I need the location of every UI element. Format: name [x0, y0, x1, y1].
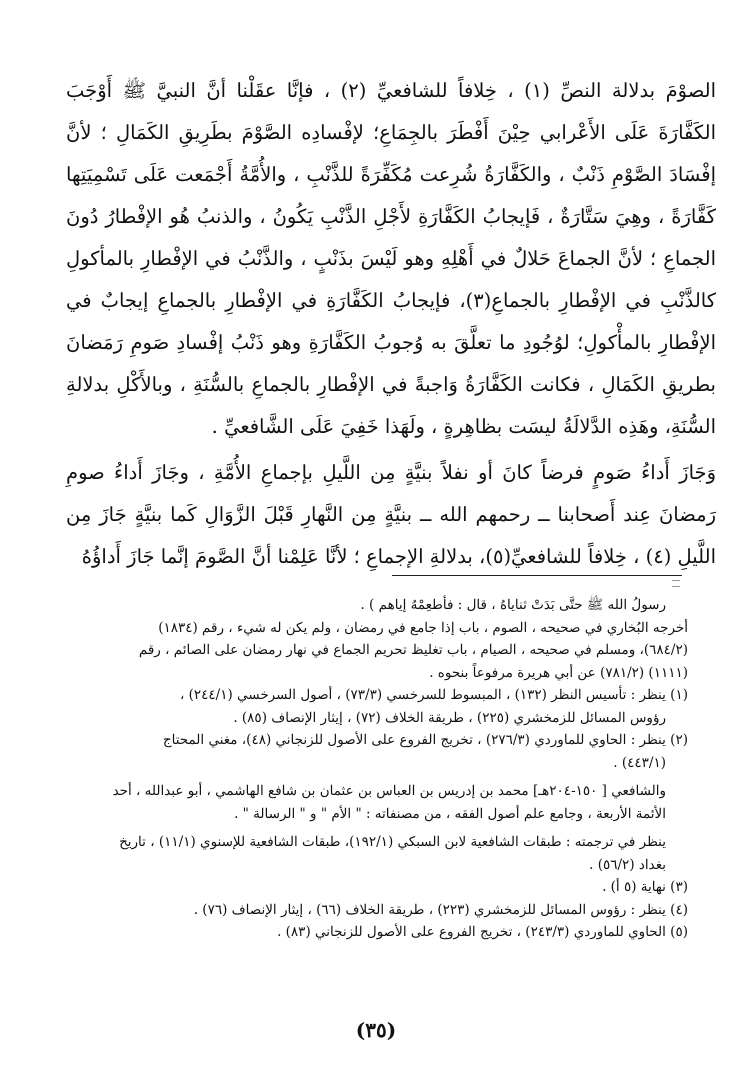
footnote-line: رؤوس المسائل للزمخشري (٢٢٥) ، طريقة الخلاف (٧٢) ، إيثار الإنصاف (٨٥) . — [233, 709, 666, 726]
footnote-line: والشافعي [ ١٥٠-٢٠٤هـ] محمد بن إدريس بن العباس بن عثمان بن شافع الهاشمي ، أبو عبدالله ، أحد — [112, 783, 666, 799]
footnote-line: (٤) ينظر : رؤوس المسائل للزمخشري (٢٢٣) ، طريقة الخلاف (٦٦) ، إيثار الإنصاف (٧٦) . — [193, 901, 688, 918]
footnote-line: أخرجه البُخاري في صحيحه ، الصوم ، باب إذا جامع في رمضان ، ولم يكن له شيء ، رقم (١٨٣٤) — [158, 619, 688, 636]
main-text — [66, 70, 716, 578]
footnotes — [64, 594, 688, 944]
main-paragraph-1: الصوْمَ بدلالة النصِّ (١) ، خِلافاً للشافعيِّ (٢) ، فإنَّا عقَلْنا أنَّ النبيَّ ﷺ أَوْجَبَ الكَفَّارَةَ عَلَى الأَعْرابي حِيْنَ أَفْطَرَ بالجِمَاعِ؛ لإفْسادِه الصَّوْمَ بطَرِيقِ الكَمَالِ ؛ لأنَّ إفْسَادَ الصَّوْمِ ذَنْبٌ ، والكَفَّارَةُ شُرِعت مُكَفِّرَةً للذَّنْبِ ، والأُمَّةُ أَجْمَعت عَلَى تَسْمِيَتِها كَفَّارَةً ، وهِيَ سَتَّارَةٌ ، فَإيجابُ الكَفَّارَةِ لأَجْلِ الذَّنْبِ يَكُونُ ، والذنبُ هُو الإفْطارُ دُونَ الجماعِ ؛ لأنَّ الجماعَ حَلالٌ في أَهْلِهِ وهو لَيْسَ بذَنْبٍ ، والذَّنْبُ في الإفْطارِ بالمأكولِ كالذَّنْبِ في الإفْطارِ بالجماعِ(٣)، فإيجابُ الكَفَّارَةِ في الإفْطارِ بالجماعِ إيجابٌ في الإفْطارِ بالمأْكولِ؛ لوُجُودِ ما تعلَّقَ به وُجوبُ الكَفَّارَةِ وهو ذَنْبُ إفْسادِ صَومِ رَمَضانَ بطريقِ الكَمَالِ ، فكانت الكَفَّارَةُ وَاجبةً في الإفْطارِ بالجماعِ بالسُّنَةِ ، وبالأَكْلِ بدلالةِ السُّنَةِ، وهَذِه الدَّلالَةُ ليسَت بظاهِرةٍ ، ولَهَذا خَفِيَ عَلَى الشَّافعيِّ . — [66, 79, 717, 438]
separator-mark — [672, 580, 680, 587]
footnote-line: (١) ينظر : تأسيس النظر (١٣٢) ، المبسوط للسرخسي (٧٣/٣) ، أصول السرخسي (٢٤٤/١) ، — [179, 687, 688, 703]
footnote-line: (٤٤٣/١) . — [613, 754, 666, 771]
footnote-line: (٦٨٤/٢)، ومسلم في صحيحه ، الصيام ، باب تغليظ تحريم الجماع في نهار رمضان على الصائم ، رقم — [138, 642, 688, 658]
footnote-line: رسولُ الله ﷺ حتَّى بَدَتْ ثناياهُ ، قال : فأطعِمْهُ إياهم ) . — [360, 597, 666, 613]
footnote-line: (١١١١) (٧٨١/٢) عن أبي هريرة مرفوعاً بنحوه . — [429, 664, 688, 681]
footnote-line: ينظر في ترجمته : طبقات الشافعية لابن السبكي (١٩٢/١)، طبقات الشافعية للإسنوي (١١/١) ، تاريخ — [119, 834, 666, 850]
main-paragraph-2: وَجَازَ أَداءُ صَومٍ فرضاً كانَ أو نفلاً بنيَّةٍ مِن اللَّيلِ بإجماعِ الأُمَّةِ ، وجَازَ أَداءُ صومِ رَمضانَ عِند أَصحابنا ــ رحمهم الله ــ بنيَّةٍ مِن النَّهارِ قَبْلَ الزَّوَالِ كَما بنيَّةٍ جَازَ مِن اللَّيلِ (٤) ، خِلافاً للشافعيِّ(٥)، بدلالةِ الإجماعِ ؛ لأنَّا عَلِمْنا أنَّ الصَّومَ إنَّما جَازَ أَداؤُهُ — [66, 461, 716, 568]
page-number: (٣٥) — [355, 1018, 397, 1042]
footnote-separator — [392, 575, 682, 576]
footnote-line: (٣) نهاية (٥ أ) . — [602, 879, 688, 895]
footnote-line: الأئمة الأربعة ، وجامع علم أصول الفقه ، من مصنفاته : " الأم " و " الرسالة " . — [234, 805, 666, 822]
footnote-line: بغداد (٥٦/٢) . — [589, 856, 666, 873]
footnote-line: (٢) ينظر : الحاوي للماوردي (٢٧٦/٣) ، تخريج الفروع على الأصول للزنجاني (٤٨)، مغني المحتاج — [162, 732, 688, 748]
footnote-line: (٥) الحاوي للماوردي (٢٤٣/٣) ، تخريج الفروع على الأصول للزنجاني (٨٣) . — [277, 924, 688, 940]
